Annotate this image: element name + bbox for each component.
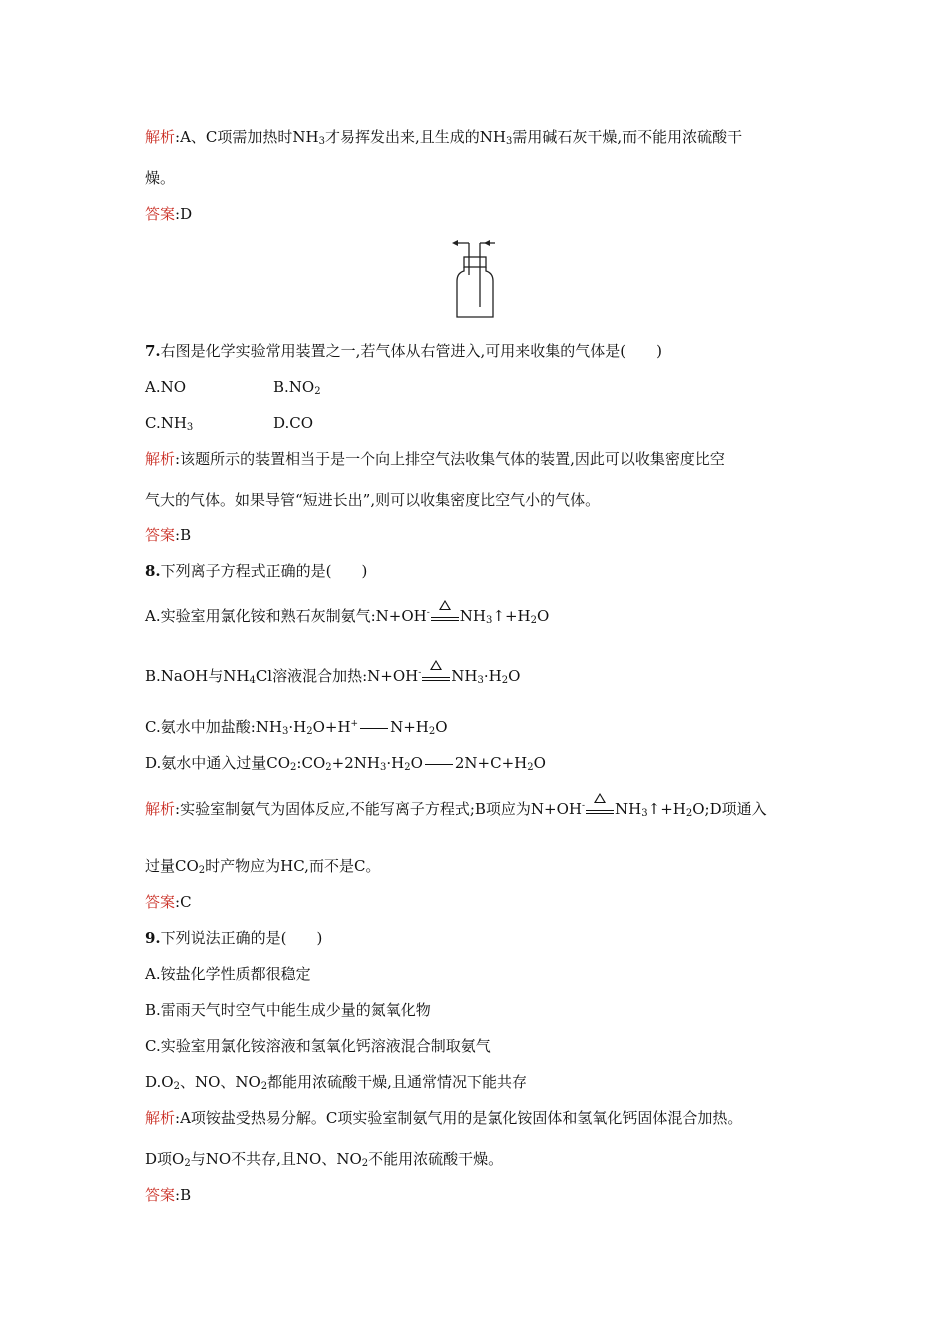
option-b: $B.NO_2$ (273, 378, 321, 397)
q6-answer: 答案:D (145, 205, 193, 223)
answer-label: 答案 (145, 205, 176, 223)
q7-analysis-line1: 解析:该题所示的装置相当于是一个向上排空气法收集气体的装置,因此可以收集密度比空 (145, 450, 725, 468)
q7-options-ab (145, 377, 321, 397)
q7-analysis-line2: 气大的气体。如果导管“短进长出”,则可以收集密度比空气小的气体。 (145, 491, 601, 509)
heat-equals-sign (586, 803, 614, 817)
heat-equals-sign (422, 670, 450, 684)
option-d: D.CO (273, 414, 314, 432)
q9-stem: 9.下列说法正确的是( ) (145, 929, 323, 947)
q8-option-a: A.实验室用氯化铵和熟石灰制氨气:N+OH- $NH_3↑+H_2O$ (145, 606, 549, 626)
q7-options-cd (145, 413, 314, 433)
q8-option-c: C.氨水中加盐酸$:NH_3\cdot H_2O+H^+$ $N+H_2O$ (145, 718, 448, 737)
equals-line (425, 764, 453, 765)
q9-option-b: B.雷雨天气时空气中能生成少量的氮氧化物 (145, 1001, 431, 1019)
analysis-label: 解析 (145, 1109, 176, 1127)
q9-option-c: C.实验室用氯化铵溶液和氢氧化钙溶液混合制取氨气 (145, 1037, 491, 1055)
question-number: 7. (145, 342, 161, 360)
q8-option-d: D.氨水中通入过量$CO_2:CO_2+2NH_3\cdot H_2O$ $2N+C+H_2O$ (145, 754, 546, 773)
q9-option-d: $D.O_2$、NO、$NO_2$都能用浓硫酸干燥,且通常情况下能共存 (145, 1073, 527, 1092)
q8-analysis-line2: 过量$CO_2$时产物应为HC,而不是C。 (145, 857, 381, 876)
gas-collection-bottle-figure (440, 235, 510, 320)
analysis-label: 解析 (145, 800, 176, 818)
option-c: $C.NH_3$ (145, 414, 194, 433)
q8-analysis-line1: 解析:实验室制氨气为固体反应,不能写离子方程式;B项应为N+OH- $NH_3↑+H_2O;D$项通入 (145, 799, 767, 819)
q8-stem: 8.下列离子方程式正确的是( ) (145, 562, 368, 580)
question-number: 8. (145, 562, 161, 580)
answer-label: 答案 (145, 893, 176, 911)
heat-equals-sign (431, 610, 459, 624)
equals-line (360, 728, 388, 729)
q8-answer: 答案:C (145, 893, 192, 911)
q6-analysis-line2: 燥。 (145, 169, 176, 187)
q9-analysis-line2: D项$O_2$与NO不共存,且NO、$NO_2$不能用浓硫酸干燥。 (145, 1150, 504, 1169)
q8-option-b: B.NaOH与$NH_4Cl$溶液混合加热:N+OH- $NH_3\cdot H_2O$ (145, 666, 520, 686)
question-number: 9. (145, 929, 161, 947)
answer-label: 答案 (145, 526, 176, 544)
q9-analysis-line1: 解析:A项铵盐受热易分解。C项实验室制氨气用的是氯化铵固体和氢氧化钙固体混合加热。 (145, 1109, 743, 1127)
q9-option-a: A.铵盐化学性质都很稳定 (145, 965, 311, 983)
q7-stem: 7.右图是化学实验常用装置之一,若气体从右管进入,可用来收集的气体是( ) (145, 342, 662, 360)
analysis-label: 解析 (145, 128, 176, 146)
answer-label: 答案 (145, 1186, 176, 1204)
q7-answer: 答案:B (145, 526, 192, 544)
analysis-label: 解析 (145, 450, 176, 468)
option-a: A.NO (145, 378, 187, 396)
q6-analysis-line1: 解析:A、C项需加热时$NH_3$才易挥发出来,且生成的$NH_3$需用碱石灰干燥,而不能用浓硫酸干 (145, 128, 743, 147)
q9-answer: 答案:B (145, 1186, 192, 1204)
